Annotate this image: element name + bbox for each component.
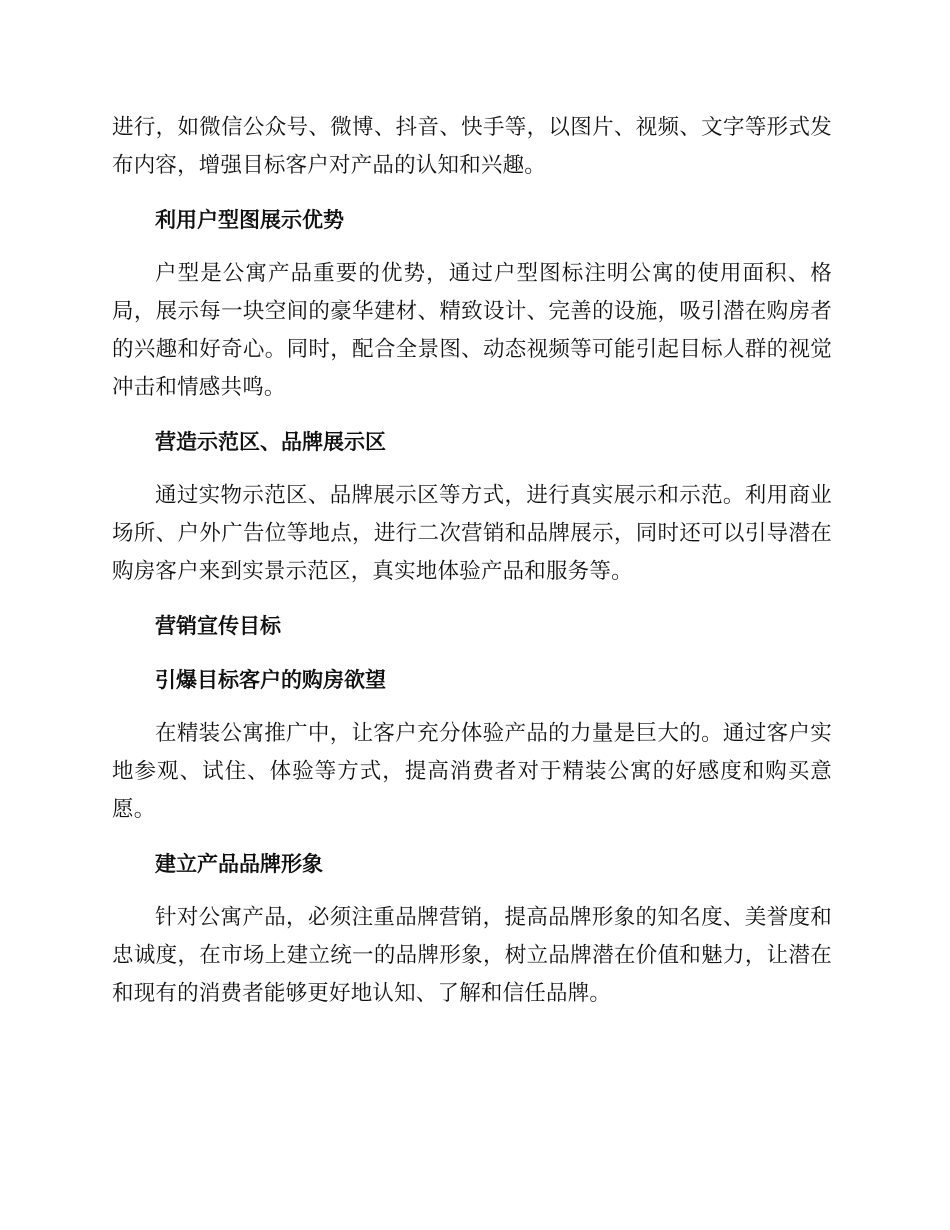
floor-plan-paragraph: 户型是公寓产品重要的优势，通过户型图标注明公寓的使用面积、格局，展示每一块空间的豪华建材、精致设计、完善的设施，吸引潜在购房者的兴趣和好奇心。同时，配合全景图、动态视频等可能引起目标人群的视觉冲击和情感共鸣。 bbox=[112, 261, 832, 400]
section-heading-floor-plan: 利用户型图展示优势 bbox=[155, 208, 344, 232]
section-heading-brand-image: 建立产品品牌形象 bbox=[155, 852, 323, 876]
document-page bbox=[112, 109, 832, 1013]
section-heading-showroom: 营造示范区、品牌展示区 bbox=[155, 430, 386, 454]
brand-image-paragraph: 针对公寓产品，必须注重品牌营销，提高品牌形象的知名度、美誉度和忠诚度，在市场上建立统一的品牌形象，树立品牌潜在价值和魅力，让潜在和现有的消费者能够更好地认知、了解和信任品牌。 bbox=[112, 905, 832, 1006]
purchase-desire-paragraph: 在精装公寓推广中，让客户充分体验产品的力量是巨大的。通过客户实地参观、试住、体验等方式，提高消费者对于精装公寓的好感度和购买意愿。 bbox=[112, 721, 832, 822]
showroom-paragraph: 通过实物示范区、品牌展示区等方式，进行真实展示和示范。利用商业场所、户外广告位等地点，进行二次营销和品牌展示，同时还可以引导潜在购房客户来到实景示范区，真实地体验产品和服务等。 bbox=[112, 483, 832, 584]
intro-paragraph: 进行，如微信公众号、微博、抖音、快手等，以图片、视频、文字等形式发布内容，增强目标客户对产品的认知和兴趣。 bbox=[112, 115, 832, 178]
section-heading-marketing-goals: 营销宣传目标 bbox=[155, 614, 281, 638]
section-heading-purchase-desire: 引爆目标客户的购房欲望 bbox=[155, 668, 386, 692]
